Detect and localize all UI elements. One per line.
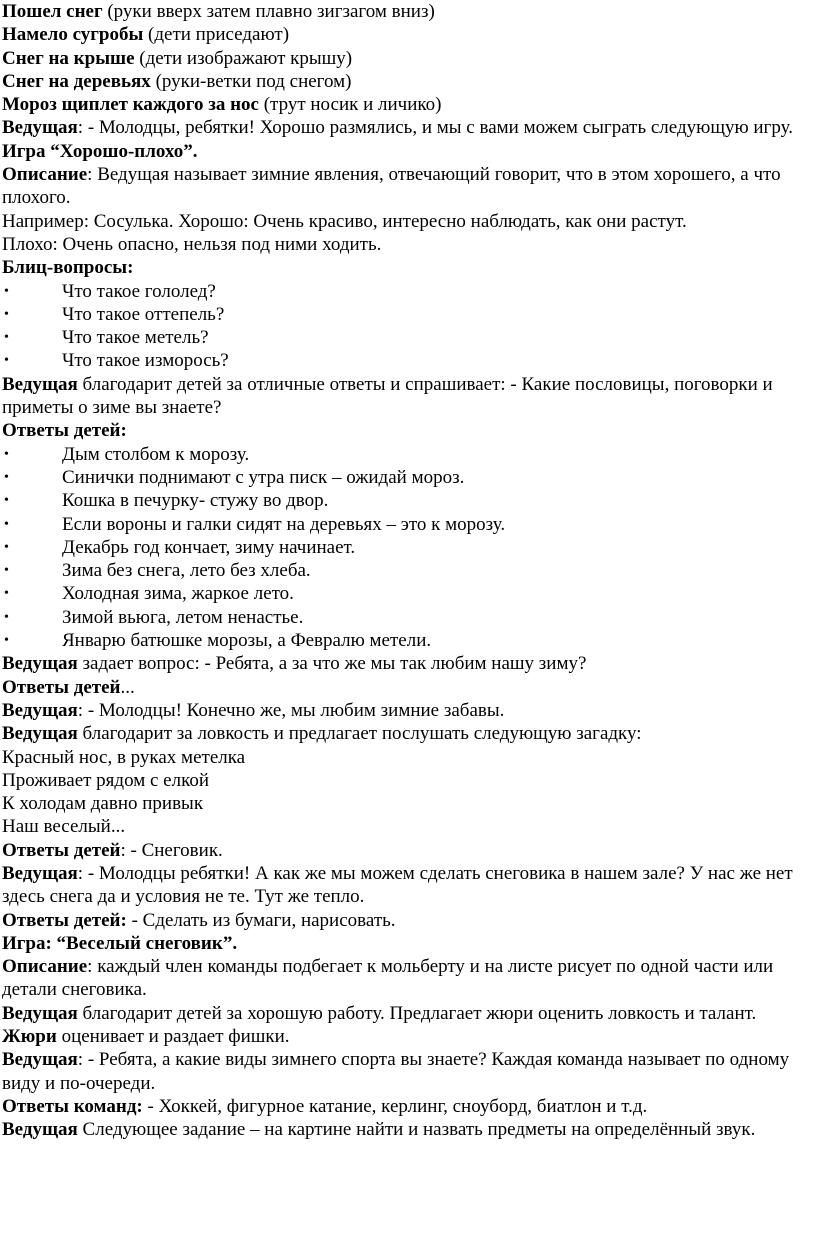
paragraph [2,70,814,93]
paragraph-text: : - Молодцы ребятки! А как же мы можем сделать снеговика в нашем зале? У нас же нет здесь снега да и условия не те. Тут же тепло. [2,862,793,908]
paragraph-text: : - Молодцы! Конечно же, мы любим зимние забавы. [77,699,505,721]
bold-lead: Ведущая [2,862,78,884]
list-item: • Если вороны и галки сидят на деревьях – это к морозу. [2,513,814,536]
list-item: • Дым столбом к морозу. [2,443,814,466]
paragraph-text: благодарит за ловкость и предлагает послушать следующую загадку: [77,723,642,745]
paragraph [2,769,814,792]
paragraph-text: Наш веселый... [2,816,126,838]
paragraph [2,0,814,23]
paragraph [2,909,814,932]
paragraph [2,839,814,862]
paragraph-text: задает вопрос: - Ребята, а за что же мы так любим нашу зиму? [77,653,587,675]
blitz-questions-list [2,280,814,373]
bold-lead: Ведущая [2,653,78,675]
paragraph [2,676,814,699]
list-item: • Зимой вьюга, летом ненастье. [2,606,814,629]
bold-lead: Ответы детей: [2,420,127,442]
list-item: • Что такое метель? [2,326,814,349]
bold-lead: Снег на деревьях [2,70,151,92]
paragraph [2,23,814,46]
paragraph [2,1118,814,1141]
paragraph-text: Следующее задание – на картине найти и назвать предметы на определённый звук. [77,1119,756,1141]
bold-lead: Игра “Хорошо-плохо”. [2,140,198,162]
paragraph [2,746,814,769]
bold-lead: Игра: “Веселый снеговик”. [2,932,238,954]
paragraph [2,419,814,442]
bold-lead: Снег на крыше [2,47,135,69]
paragraph-text: : - Снеговик. [120,839,223,861]
paragraph-text: (руки вверх затем плавно зигзагом вниз) [102,1,435,22]
paragraph-text: : каждый член команды подбегает к мольберту и на листе рисует по одной части или детали снеговика. [2,956,774,1001]
bold-lead: Ведущая [2,723,78,745]
paragraph [2,140,814,163]
paragraph [2,815,814,838]
paragraph-text: - Хоккей, фигурное катание, керлинг, сноуборд, биатлон и т.д. [142,1095,648,1117]
bold-lead: Намело сугробы [2,24,144,46]
paragraph-text: (дети изображают крышу) [134,47,353,69]
paragraph-text: Например: Сосулька. Хорошо: Очень красиво, интересно наблюдать, как они растут. [2,210,687,232]
paragraph-text: : - Ребята, а какие виды зимнего спорта вы знаете? Каждая команда называет по одному виду и по-очереди. [2,1049,790,1094]
paragraph [2,792,814,815]
list-item: • Зима без снега, лето без хлеба. [2,559,814,582]
bold-lead: Ведущая [2,1049,78,1071]
list-item: • Январю батюшке морозы, а Февралю метели. [2,629,814,652]
paragraph [2,722,814,745]
paragraph [2,373,814,420]
paragraph-text: Красный нос, в руках метелка [2,746,246,768]
paragraph-text: Плохо: Очень опасно, нельзя под ними ходить. [2,233,382,255]
bold-lead: Ведущая [2,699,78,721]
bold-lead: Ответы детей [2,676,121,698]
proverbs-list [2,443,814,653]
bold-lead: Ответы команд: [2,1095,143,1117]
paragraph [2,163,814,210]
paragraph-text: : Ведущая называет зимние явления, отвечающий говорит, что в этом хорошего, а что плохого. [2,164,781,209]
paragraph-text: (трут носик и личико) [258,94,442,116]
script-section-2 [2,373,814,443]
paragraph-text: благодарит детей за хорошую работу. Предлагает жюри оценить ловкость и талант. [77,1002,757,1024]
paragraph [2,47,814,70]
paragraph-text: оценивает и раздает фишки. [56,1026,290,1048]
paragraph [2,1095,814,1118]
paragraph-text: ... [120,676,135,698]
bold-lead: Ведущая [2,117,78,139]
paragraph [2,1048,814,1095]
script-section-1 [2,0,814,280]
list-item: • Что такое изморось? [2,349,814,372]
bold-lead: Описание [2,164,88,186]
paragraph [2,256,814,279]
bold-lead: Описание [2,956,88,978]
script-section-3 [2,652,814,1141]
paragraph-text: - Сделать из бумаги, нарисовать. [126,909,396,931]
paragraph [2,93,814,116]
paragraph [2,932,814,955]
paragraph-text: Проживает рядом с елкой [2,769,210,791]
bold-lead: Ведущая [2,373,78,395]
bold-lead: Жюри [2,1026,57,1048]
paragraph [2,116,814,139]
paragraph-text: (руки-ветки под снегом) [150,70,352,92]
paragraph [2,233,814,256]
paragraph-text: благодарит детей за отличные ответы и спрашивает: - Какие пословицы, поговорки и приметы о зиме вы знаете? [2,373,773,419]
bold-lead: Блиц-вопросы: [2,257,134,279]
list-item: • Холодная зима, жаркое лето. [2,582,814,605]
paragraph [2,210,814,233]
bold-lead: Ведущая [2,1119,78,1141]
paragraph-text: (дети приседают) [143,24,290,46]
bold-lead: Ответы детей [2,839,121,861]
list-item: • Синички поднимают с утра писк – ожидай мороз. [2,466,814,489]
list-item: • Декабрь год кончает, зиму начинает. [2,536,814,559]
list-item: • Кошка в печурку- стужу во двор. [2,489,814,512]
bold-lead: Ответы детей: [2,909,127,931]
paragraph [2,652,814,675]
bold-lead: Ведущая [2,1002,78,1024]
paragraph [2,1002,814,1025]
paragraph-text: : - Молодцы, ребятки! Хорошо размялись, и мы с вами можем сыграть следующую игру. [77,117,793,139]
paragraph-text: К холодам давно привык [2,793,204,815]
bold-lead: Пошел снег [2,1,103,22]
paragraph [2,955,814,1002]
paragraph [2,699,814,722]
paragraph [2,862,814,909]
bold-lead: Мороз щиплет каждого за нос [2,94,259,116]
list-item: • Что такое гололед? [2,280,814,303]
paragraph [2,1025,814,1048]
list-item: • Что такое оттепель? [2,303,814,326]
